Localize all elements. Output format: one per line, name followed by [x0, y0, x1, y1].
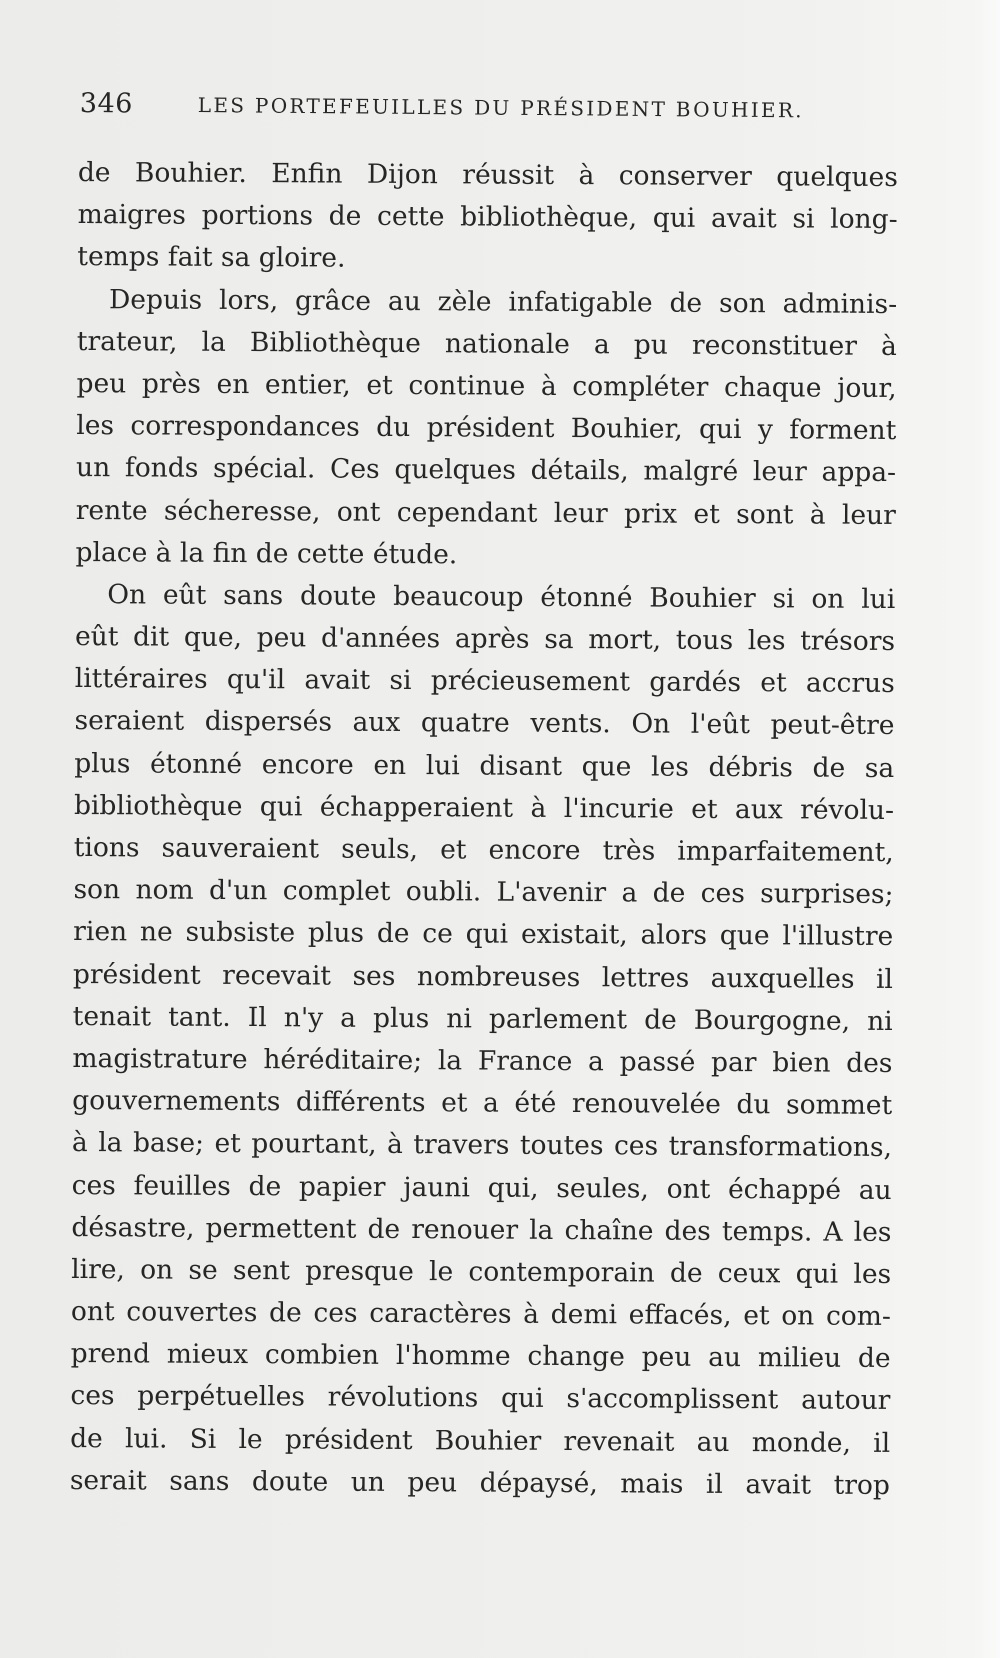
text-line: à la base; et pourtant, à travers toutes ces transformations, [71, 1127, 893, 1164]
page-header [80, 88, 820, 130]
text-line: peu près en entier, et continue à compléter chaque jour, [76, 367, 897, 404]
text-line: désastre, permettent de renouer la chaîne des temps. A les [71, 1211, 892, 1248]
text-line: place à la fin de cette étude. [75, 536, 458, 571]
text-line: eût dit que, peu d'années après sa mort, tous les trésors [74, 621, 896, 658]
page-number: 346 [79, 88, 134, 120]
text-line: serait sans doute un peu dépaysé, mais il avait trop [69, 1464, 890, 1501]
text-line: tenait tant. Il n'y a plus ni parlement de Bourgogne, ni [72, 1000, 893, 1037]
text-line: littéraires qu'il avait si précieusement gardés et accrus [74, 663, 895, 700]
text-line: plus étonné encore en lui disant que les débris de sa [74, 747, 895, 784]
text-line: seraient dispersés aux quatre vents. On l'eût peut-être [74, 705, 895, 742]
text-line: Depuis lors, grâce au zèle infatigable de son adminis- [109, 283, 898, 320]
text-line: tions sauveraient seuls, et encore très imparfaitement, [73, 831, 894, 868]
text-line: maigres portions de cette bibliothèque, qui avait si long- [77, 199, 898, 236]
running-title: LES PORTEFEUILLES DU PRÉSIDENT BOUHIER. [197, 93, 805, 123]
text-line: ces feuilles de papier jauni qui, seules, ont échappé au [71, 1169, 892, 1206]
text-line: de lui. Si le président Bouhier revenait au monde, il [70, 1422, 891, 1459]
text-line: ces perpétuelles révolutions qui s'accomplissent autour [70, 1380, 891, 1417]
text-line: magistrature héréditaire; la France a passé par bien des [72, 1042, 893, 1079]
text-line: bibliothèque qui échapperaient à l'incurie et aux révolu- [73, 789, 895, 826]
text-line: gouvernements différents et a été renouvelée du sommet [72, 1085, 893, 1122]
text-line: rente sécheresse, ont cependant leur prix et sont à leur [75, 494, 896, 531]
text-line: temps fait sa gloire. [77, 241, 346, 275]
page-edge-shade [974, 0, 1000, 1658]
text-line: prend mieux combien l'homme change peu au milieu de [70, 1338, 891, 1375]
text-line: de Bouhier. Enfin Dijon réussit à conserver quelques [77, 156, 898, 194]
text-line: un fonds spécial. Ces quelques détails, malgré leur appa- [75, 452, 897, 489]
text-line: rien ne subsiste plus de ce qui existait, alors que l'illustre [73, 916, 894, 953]
text-line: ont couvertes de ces caractères à demi effacés, et on com- [70, 1296, 891, 1333]
body-text [70, 152, 898, 1507]
text-line: lire, on se sent presque le contemporain de ceux qui les [71, 1253, 892, 1290]
text-line: On eût sans doute beaucoup étonné Bouhier si on lui [107, 579, 896, 615]
text-line: son nom d'un complet oubli. L'avenir a de ces surprises; [73, 874, 894, 911]
text-line: les correspondances du président Bouhier, qui y forment [76, 410, 897, 447]
text-line: président recevait ses nombreuses lettres auxquelles il [72, 958, 894, 995]
text-line: trateur, la Bibliothèque nationale a pu reconstituer à [76, 325, 897, 362]
